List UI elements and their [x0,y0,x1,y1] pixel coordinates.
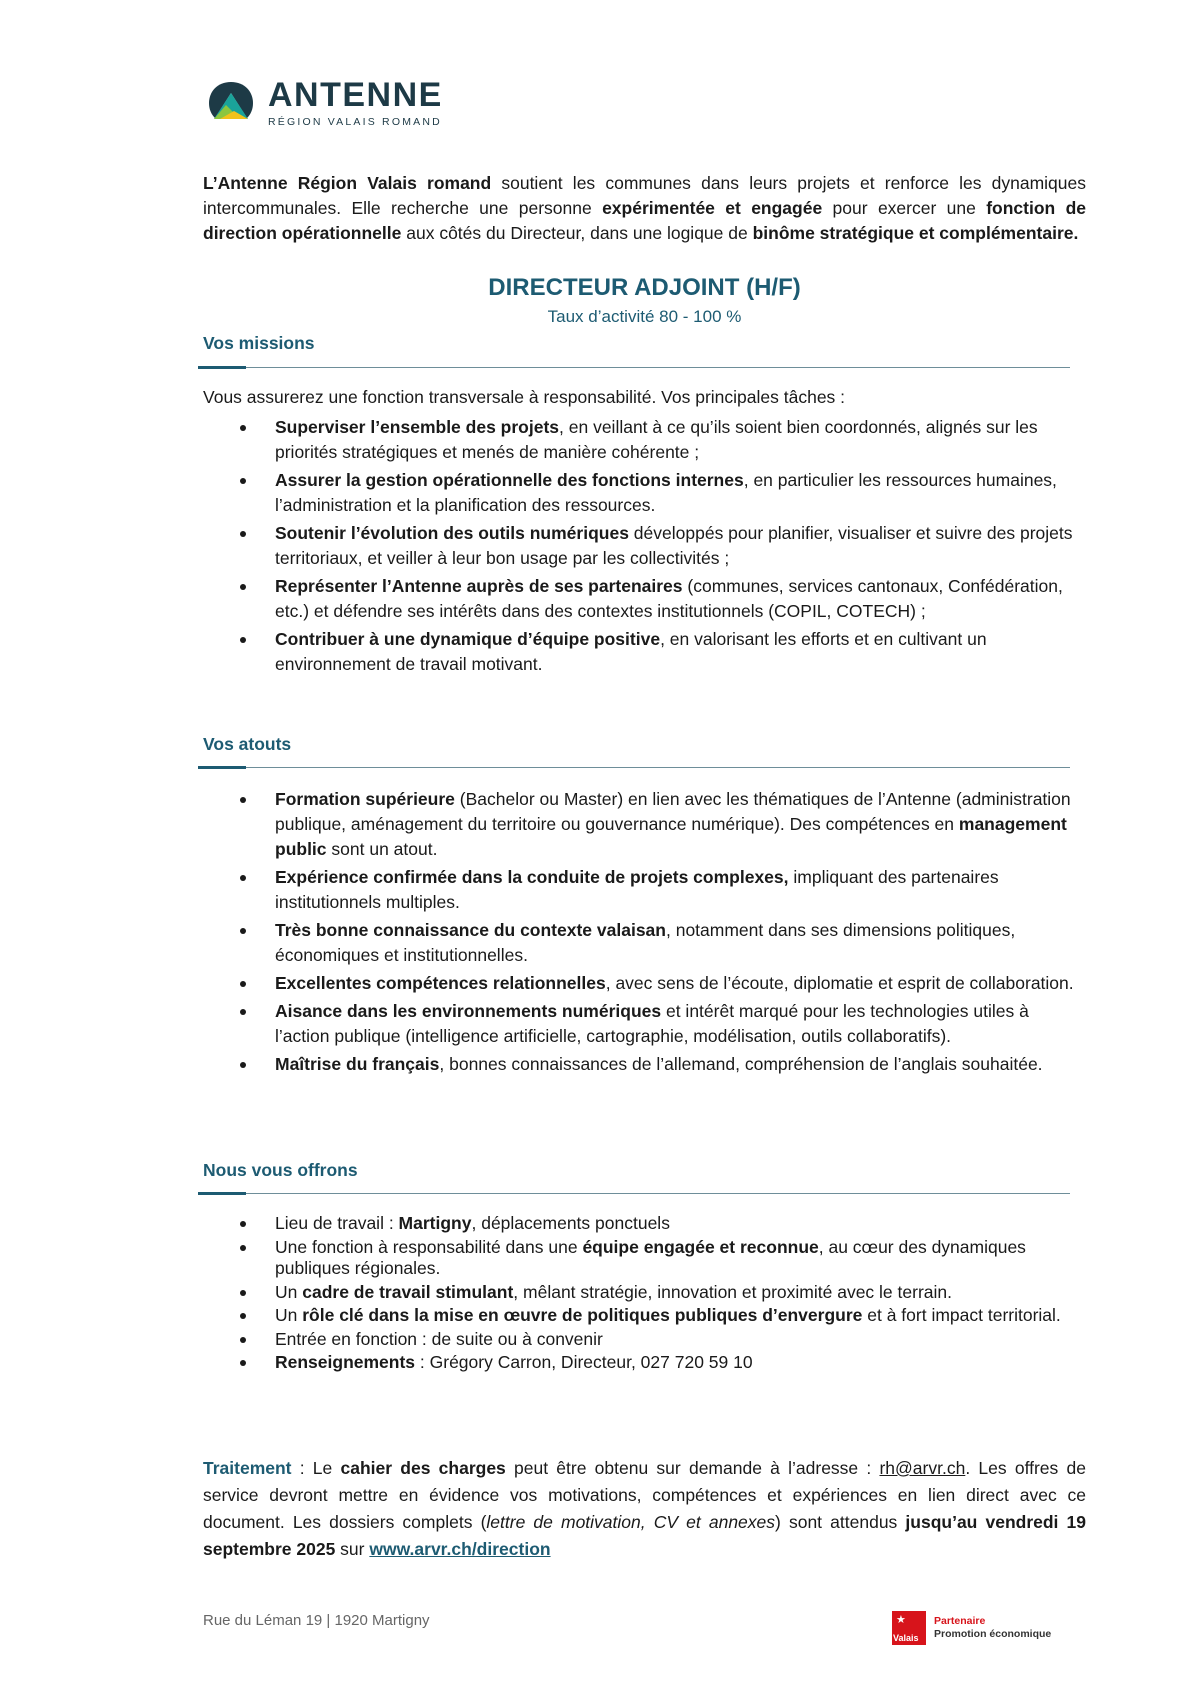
treatment-text-4: ) sont attendus [775,1512,906,1532]
list-item-rest: développés pour planifier, visualiser et suivre des projets territoriaux, et veiller à leur bon usage par les collectivités ; [275,523,1073,568]
list-item-rest: , en valorisant les efforts et en cultivant un environnement de travail motivant. [275,629,987,674]
job-rate: Taux d’activité 80 - 100 % [547,307,742,326]
list-item-bold: Très bonne connaissance du contexte valaisan [275,920,666,940]
list-item-bold: Aisance dans les environnements numériques [275,1001,662,1021]
treatment-text-2: peut être obtenu sur demande à l’adresse : [505,1458,880,1478]
list-item-rest: et à fort impact territorial. [862,1305,1061,1325]
offer-heading: Nous vous offrons [203,1160,358,1180]
job-title: DIRECTEUR ADJOINT (H/F) [488,274,801,301]
list-item-bold: cadre de travail stimulant [302,1281,514,1302]
list-item-rest: , déplacements ponctuels [471,1213,670,1233]
list-item [203,1052,1083,1077]
list-item-bold: Représenter l’Antenne auprès de ses partenaires [275,576,683,596]
treatment-text-5: sur [335,1539,370,1559]
list-item-bold: Expérience confirmée dans la conduite de projets complexes, [275,867,789,887]
partner-line-1: Partenaire [934,1615,986,1627]
list-item-pre: Une fonction à responsabilité dans une [275,1236,583,1257]
treatment-italic: lettre de motivation, CV et annexes [486,1512,776,1532]
partner-logo [892,1611,1051,1645]
antenne-logo [206,78,443,128]
list-item-bold: Superviser l’ensemble des projets [275,417,560,437]
offer-list [203,1213,1083,1376]
list-item [203,627,1083,677]
list-item-rest: et intérêt marqué pour les technologies utiles à l’action publique (intelligence artificielle, cartographie, modélisation, outils collaboratifs). [275,1001,1029,1046]
list-item-bold: Soutenir l’évolution des outils numériques [275,523,629,543]
list-item [203,521,1083,571]
list-item-rest: , bonnes connaissances de l’allemand, compréhension de l’anglais souhaitée. [439,1054,1043,1074]
treatment-text-3: . Les offres de service devront mettre en évidence vos motivations, compétences et expériences en lien direct avec ce document. Les dossiers complets ( [203,1458,1086,1532]
partner-line-2: Promotion économique [934,1628,1052,1640]
list-item-bold: Maîtrise du français [275,1054,440,1074]
valais-flag-icon: ★ Valais [892,1611,926,1645]
list-item-rest2: sont un atout. [326,839,438,859]
intro-text-3: aux côtés du Directeur, dans une logique de [401,223,753,243]
list-item [203,865,1083,915]
logo-name: ANTENNE [268,76,443,114]
list-item-bold: équipe engagée et reconnue [582,1236,819,1257]
list-item-pre: Lieu de travail : [275,1213,399,1233]
list-item [203,1282,1083,1304]
list-item [203,415,1083,465]
list-item-pre: Un [275,1281,303,1302]
footer-address: Rue du Léman 19 | 1920 Martigny [203,1612,430,1629]
email-link[interactable]: rh@arvr.ch [879,1458,966,1478]
treatment-paragraph [203,1455,1086,1563]
list-item-bold: Contribuer à une dynamique d’équipe positive [275,629,661,649]
list-item [203,468,1083,518]
website-link[interactable]: www.arvr.ch/direction [369,1539,551,1559]
intro-bold-2: expérimentée et engagée [602,198,823,218]
missions-lead: Vous assurerez une fonction transversale à responsabilité. Vos principales tâches : [203,387,846,407]
list-item [203,918,1083,968]
missions-heading: Vos missions [203,333,315,353]
list-item-bold2: management public [275,814,1067,859]
intro-paragraph [203,171,1086,246]
intro-bold-3: fonction de direction opérationnelle [203,198,1087,243]
atouts-divider [198,767,1070,768]
intro-bold-4: binôme stratégique et complémentaire. [752,223,1079,243]
list-item-rest: (Bachelor ou Master) en lien avec les thématiques de l’Antenne (administration publique, aménagement du territoire ou gouvernance numérique). Des compétences en [275,789,1071,834]
missions-list [203,415,1083,680]
list-item-bold: Excellentes compétences relationnelles [275,973,606,993]
list-item-rest: , au cœur des dynamiques publiques régionales. [275,1236,1026,1278]
missions-divider [198,367,1070,368]
valais-logo-text: Valais [893,1633,919,1643]
list-item-rest: , mêlant stratégie, innovation et proximité avec le terrain. [513,1281,952,1302]
treatment-label: Traitement [203,1458,292,1478]
list-item-bold: Assurer la gestion opérationnelle des fonctions internes [275,470,744,490]
list-item-rest: (communes, services cantonaux, Confédération, etc.) et défendre ses intérêts dans des contextes institutionnels (COPIL, COTECH) ; [275,576,1063,621]
list-item-bold: Formation supérieure [275,789,455,809]
atouts-list [203,787,1083,1080]
list-item [203,1237,1083,1280]
list-item [203,1213,1083,1235]
list-item [203,1305,1083,1327]
list-item [203,787,1083,862]
list-item-rest: impliquant des partenaires institutionnels multiples. [275,867,999,912]
list-item-bold: Martigny [398,1213,472,1233]
intro-text-2: pour exercer une [822,198,987,218]
list-item [203,1329,1083,1351]
treatment-text-1: : Le [291,1458,341,1478]
intro-text-1: soutient les communes dans leurs projets et renforce les dynamiques intercommunales. Elle recherche une personne [203,173,1086,218]
list-item [203,999,1083,1049]
list-item-rest: : Grégory Carron, Directeur, 027 720 59 10 [415,1352,753,1372]
deadline: jusqu’au vendredi 19 septembre 2025 [203,1512,1086,1559]
intro-bold-1: L’Antenne Région Valais romand [203,173,492,193]
list-item-bold: rôle clé dans la mise en œuvre de politiques publiques d’envergure [302,1305,863,1325]
list-item-pre: Entrée en fonction : de suite ou à convenir [275,1328,603,1349]
list-item [203,574,1083,624]
list-item-rest: , en particulier les ressources humaines, l’administration et la planification des ressources. [275,470,1057,515]
list-item-rest: , notamment dans ses dimensions politiques, économiques et institutionnelles. [275,920,1016,965]
list-item-bold: Renseignements [275,1352,416,1372]
offer-divider [198,1193,1070,1194]
list-item-rest: , en veillant à ce qu’ils soient bien coordonnés, alignés sur les priorités stratégiques et menés de manière cohérente ; [275,417,1038,462]
list-item-rest: , avec sens de l’écoute, diplomatie et esprit de collaboration. [605,973,1074,993]
antenne-mountain-icon [206,79,256,127]
treatment-bold-1: cahier des charges [340,1458,506,1478]
list-item-pre: Un [275,1305,303,1325]
list-item [203,971,1083,996]
list-item [203,1352,1083,1374]
logo-subtitle: RÉGION VALAIS ROMAND [268,116,442,128]
atouts-heading: Vos atouts [203,734,292,754]
